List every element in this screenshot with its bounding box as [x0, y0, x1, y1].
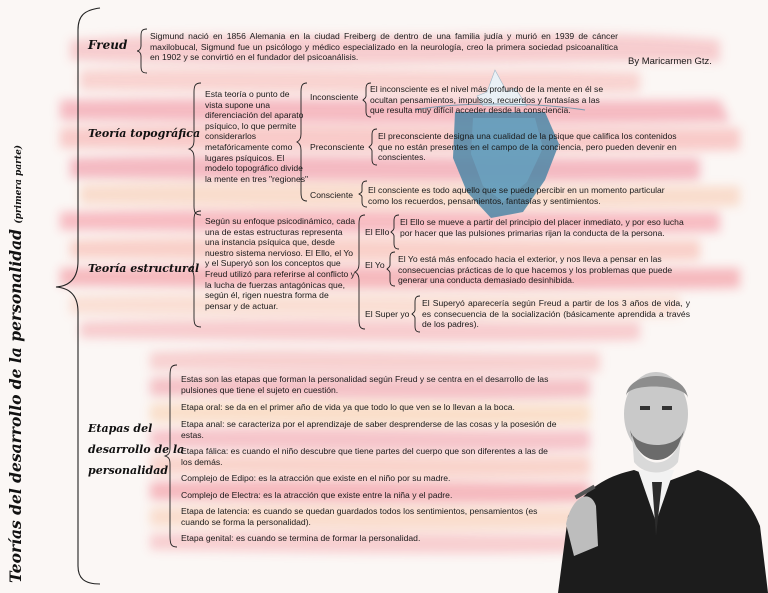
etapa-item: Etapa anal: se caracteriza por el aprendizaje de saber desprenderse de las cosas y la posesión de estas. [181, 419, 557, 440]
freud-brace [136, 28, 148, 74]
main-subtitle: (primera parte) [14, 144, 24, 224]
preconsciente-brace [368, 128, 378, 166]
regions-brace [296, 82, 308, 202]
region-text-inconsciente: El inconsciente es el nivel más profundo de la mente en él se ocultan pensamientos, impulsos, recuerdos y fantasías a las que resulta muy difícil acceder desde la consciencia. [370, 84, 604, 116]
etapas-heading-line-1: Etapas del [88, 422, 153, 435]
part-label-yo: El Yo [365, 260, 385, 270]
etapa-item: Etapa oral: se da en el primer año de vida ya que todo lo que ven se lo llevan a la boca. [181, 402, 515, 412]
etapa-item: Etapa fálica: es cuando el niño descubre que tiene partes del cuerpo que son diferentes a las de los demás. [181, 446, 548, 467]
main-title-text: Teorías del desarrollo de la personalidad [6, 229, 25, 583]
part-text-yo: El Yo está más enfocado hacia el exterior, y nos lleva a pensar en las consecuencias prácticas de lo que hacemos y los problemas que puede generar una conducta demasiado desinhibida. [398, 254, 673, 286]
topografica-brace [188, 82, 202, 216]
part-text-ello: El Ello se mueve a partir del principio del placer inmediato, y por eso lucha por hacer que las pulsiones primarias rijan la conducta de la persona. [400, 217, 684, 238]
estructural-brace [188, 210, 202, 328]
author-credit: By Maricarmen Gtz. [628, 56, 712, 67]
region-text-consciente: El consciente es todo aquello que se puede percibir en un momento particular como los recuerdos, pensamientos, fantasías y sentimientos. [368, 185, 665, 206]
etapa-item: Estas son las etapas que forman la personalidad según Freud y se centra en el desarrollo de las pulsiones que tiene el sujeto en cuestión. [181, 374, 549, 395]
main-title [6, 145, 25, 583]
etapas-heading-line-2: desarrollo de la [88, 443, 185, 456]
etapa-item: Etapa genital: es cuando se termina de formar la personalidad. [181, 533, 421, 543]
ello-brace [390, 214, 400, 250]
estructural-heading: Teoría estructural [88, 262, 200, 275]
region-label-consciente: Consciente [310, 190, 353, 200]
main-brace [44, 6, 104, 586]
etapa-item: Etapa de latencia: es cuando se quedan guardados todos los sentimientos, pensamientos (es cuando se forma la personalidad). [181, 506, 538, 527]
superyo-brace [411, 295, 421, 333]
topografica-heading: Teoría topográfica [88, 127, 201, 140]
estructural-intro: Según su enfoque psicodinámico, cada una de estas estructuras representa una instancia psíquica que, desde nuestro sistema nervioso. El Ello, el Yo y el Superyó son los conceptos que Freud utilizó para referirse al conflicto y la lucha de fuerzas antagónicas que, según él, rigen nuestra forma de pensar y de actuar. [205, 216, 356, 311]
etapa-item: Complejo de Edipo: es la atracción que existe en el niño por su madre. [181, 473, 451, 483]
etapas-brace [164, 364, 178, 548]
part-label-superyo: El Super yo [365, 309, 410, 319]
region-label-inconsciente: Inconsciente [310, 92, 359, 102]
freud-portrait [548, 346, 768, 593]
region-label-preconsciente: Preconsciente [310, 142, 365, 152]
topografica-intro: Esta teoría o punto de vista supone una diferenciación del aparato psíquico, lo que permite considerarlos metafóricamente como lugares psíquicos. El modelo topográfico divide la mente en tres "regiones" [205, 89, 309, 184]
freud-text: Sigmund nació en 1856 Alemania en la ciudad Freiberg de dentro de una familia judía y murió en 1939 de cáncer maxilobucal, Sigmund fue un psicólogo y médico especializado en la neurología, creo la primera sociedad psicoanalítica en 1902 y se convirtió en el fundador del psicoanálisis. [150, 31, 618, 63]
freud-heading: Freud [88, 38, 128, 52]
etapa-item: Complejo de Electra: es la atracción que existe entre la niña y el padre. [181, 490, 453, 500]
yo-brace [386, 251, 396, 287]
part-label-ello: El Ello [365, 227, 390, 237]
part-text-superyo: El Superyó aparecería según Freud a partir de los 3 años de vida, y es consecuencia de la socialización (básicamente aprendida a través de los padres). [422, 298, 690, 330]
consciente-brace [358, 180, 368, 208]
region-text-preconsciente: El preconsciente designa una cualidad de la psique que califica los contenidos que no están presentes en el campo de la conciencia, pero pueden devenir en conscientes. [378, 131, 677, 163]
etapas-heading-line-3: personalidad [88, 464, 169, 477]
